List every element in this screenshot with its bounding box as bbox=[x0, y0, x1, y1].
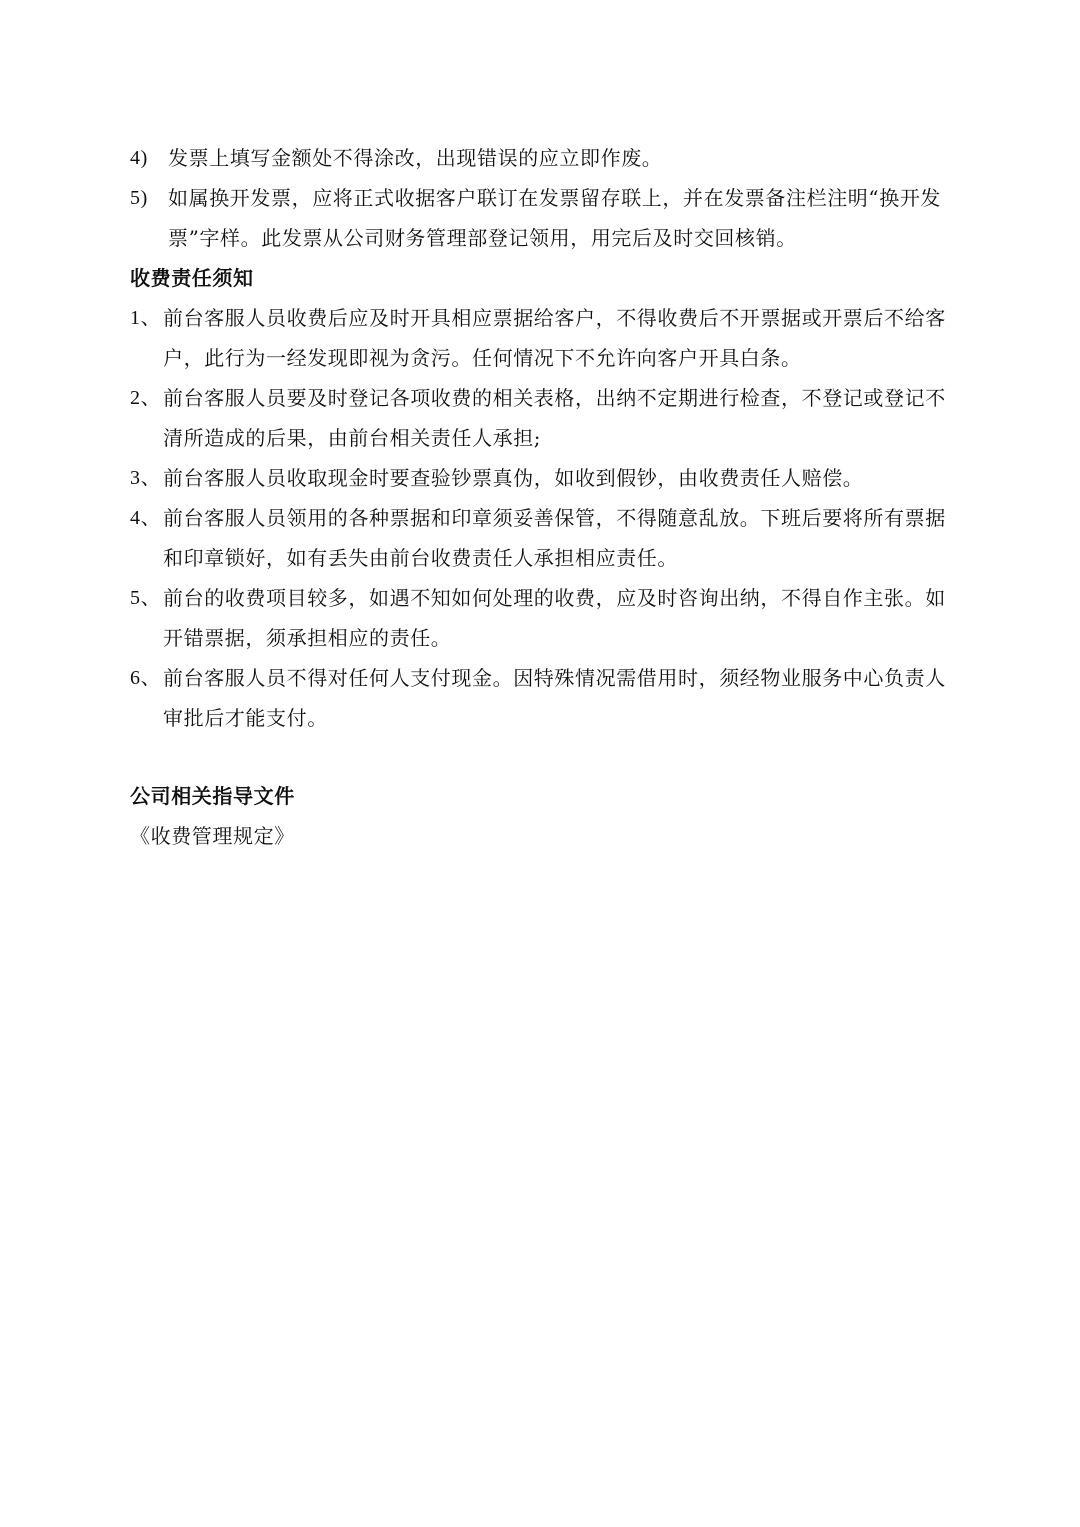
section-spacer bbox=[130, 738, 955, 776]
responsibility-item-2 bbox=[130, 378, 955, 458]
section-heading-guidance: 公司相关指导文件 bbox=[130, 784, 295, 808]
invoice-rule-5 bbox=[130, 178, 955, 258]
responsibility-item-1 bbox=[130, 298, 955, 378]
list-marker: 5、 bbox=[130, 587, 162, 609]
list-item-text: 前台客服人员收取现金时要查验钞票真伪，如收到假钞，由收费责任人赔偿。 bbox=[163, 466, 864, 490]
list-item-text: 前台客服人员收费后应及时开具相应票据给客户，不得收费后不开票据或开票后不给客户，此行为一经发现即视为贪污。任何情况下不允许向客户开具白条。 bbox=[163, 306, 946, 370]
list-marker: 2、 bbox=[130, 387, 162, 409]
list-item-text: 前台客服人员领用的各种票据和印章须妥善保管，不得随意乱放。下班后要将所有票据和印章锁好，如有丢失由前台收费责任人承担相应责任。 bbox=[163, 506, 946, 570]
list-item-text: 发票上填写金额处不得涂改，出现错误的应立即作废。 bbox=[168, 146, 663, 170]
guidance-document-title: 《收费管理规定》 bbox=[130, 824, 295, 848]
document-content bbox=[130, 138, 955, 856]
responsibility-item-6 bbox=[130, 658, 955, 738]
list-marker: 1、 bbox=[130, 307, 162, 329]
list-marker: 5) bbox=[130, 187, 148, 209]
section-heading-responsibility: 收费责任须知 bbox=[130, 266, 254, 290]
responsibility-item-4 bbox=[130, 498, 955, 578]
responsibility-item-3 bbox=[130, 458, 955, 498]
responsibility-item-5 bbox=[130, 578, 955, 658]
list-marker: 4) bbox=[130, 147, 148, 169]
list-item-text: 前台客服人员不得对任何人支付现金。因特殊情况需借用时，须经物业服务中心负责人审批后才能支付。 bbox=[163, 666, 946, 730]
list-marker: 6、 bbox=[130, 667, 162, 689]
invoice-rule-4 bbox=[130, 138, 955, 178]
list-item-text: 如属换开发票，应将正式收据客户联订在发票留存联上，并在发票备注栏注明“换开发票”字样。此发票从公司财务管理部登记领用，用完后及时交回核销。 bbox=[168, 186, 942, 250]
list-marker: 3、 bbox=[130, 467, 162, 489]
list-item-text: 前台的收费项目较多，如遇不知如何处理的收费，应及时咨询出纳，不得自作主张。如开错票据，须承担相应的责任。 bbox=[163, 586, 946, 650]
list-marker: 4、 bbox=[130, 507, 162, 529]
list-item-text: 前台客服人员要及时登记各项收费的相关表格，出纳不定期进行检查，不登记或登记不清所造成的后果，由前台相关责任人承担; bbox=[163, 386, 946, 450]
